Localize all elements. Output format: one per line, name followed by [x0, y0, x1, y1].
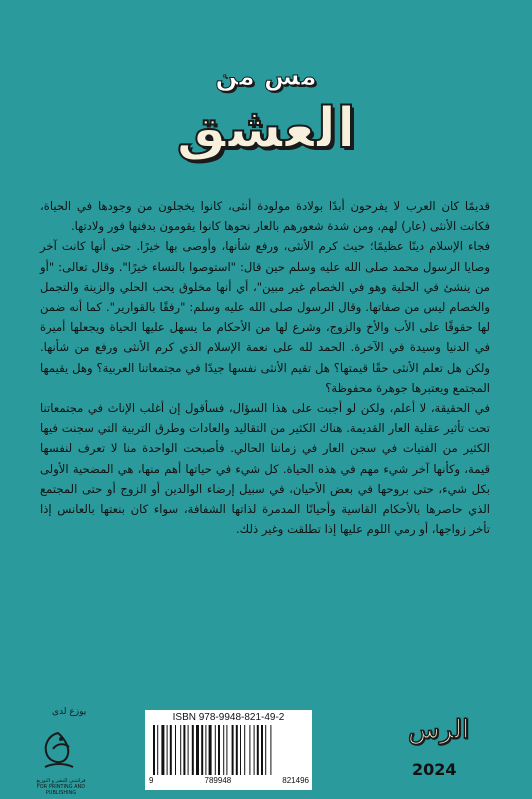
barcode-bar — [188, 725, 189, 775]
barcode-digits-last: 821496 — [282, 776, 309, 785]
barcode-bar — [205, 725, 206, 775]
publisher-name-ar: فراشتي للنشر و التوزيع — [36, 778, 86, 784]
distributed-by-label: يوزع لدى — [52, 707, 87, 717]
barcode-bar — [192, 725, 194, 775]
barcode-digit-first: 9 — [149, 776, 154, 785]
barcode-bar — [153, 725, 155, 775]
book-title: العشق — [176, 96, 356, 161]
barcode-bar — [170, 725, 172, 775]
back-cover-text — [40, 196, 490, 539]
isbn-barcode — [145, 710, 312, 790]
barcode-bar — [249, 725, 250, 775]
barcode-bar — [157, 725, 158, 775]
barcode-bar — [270, 725, 271, 775]
barcode-bar — [254, 725, 255, 775]
barcode-bar — [183, 725, 185, 775]
barcode-bar — [232, 725, 234, 775]
paragraph-2: فجاء الإسلام دينًا عظيمًا؛ حيث كرم الأنثى، ورفع شأنها، وأوصى بها خيرًا. حتى أنها كانت آخر وصايا الرسول محمد صلى الله عليه وسلم حين قال: "استوصوا بالنساء خيرًا". وقال تعالى: "أو من ينشئ في الحلية وهو في الخصام غير مبين"، أي أنها مخلوق يحب الحلي والزينة والتجمل والخصام ليس من صفاتها. وقال الرسول صلى الله عليه وسلم: "رفقًا بالقوارير". كما أنه ضمن لها حقوقًا على الأب والأخ والزوج، وشرع لها من الأحكام ما يسهل عليها الحياة ويجعلها أميرة في الدنيا وسيدة في الآخرة. الحمد لله على نعمة الإسلام الذي كرم الأنثى ورفع من شأنها. ولكن هل تعلم الأنثى حقًا قيمتها؟ هل تقيم الأنثى نفسها جيدًا في مجتمعاتنا العربية؟ وهل يقيمها المجتمع ويعتبرها جوهرة محفوظة؟ — [40, 239, 490, 395]
paragraph-1: قديمًا كان العرب لا يفرحون أبدًا بولادة مولودة أنثى، كانوا يخجلون من وجودها في الحياة، فكانت الأنثى (عار) لهم، ومن شدة شعورهم بالعار نحوها كانوا يقومون بدفنها فور ولادتها. — [40, 199, 490, 234]
barcode-bar — [236, 725, 238, 775]
barcode-bar — [244, 725, 245, 775]
publisher-name — [26, 778, 96, 796]
isbn-number: ISBN 978-9948-821-49-2 — [172, 712, 285, 723]
barcode-bar — [209, 725, 212, 775]
barcode-bar — [196, 725, 199, 775]
paragraph-3: في الحقيقة، لا أعلم، ولكن لو أجبت على هذا السؤال، فسأقول إن أغلب الإناث في مجتمعاتنا تحت تأثير عقلية العار القديمة. هناك الكثير من التقاليد والعادات وطرق التربية التي سجنت فيها الكثير من الفتيات في سجن العار في زماننا الحالي. فأصبحت الواحدة منا لا تعرف لنفسها قيمة، وكأنها آخر شيء مهم في هذه الحياة. كل شيء في حياتها أهم منها، هي المضحية الأولى بكل شيء، حتى بروحها في بعض الأحيان، في سبيل إرضاء الوالدين أو الزوج أو حتى المجتمع الذي حاصرها بالأحكام القاسية وأحيانًا المدمرة لذاتها الشفافة، سواء كان بنعتها بالعانس إذا تأخر زواجها، أو رمي اللوم عليها إذا تطلقت وغير ذلك. — [40, 401, 490, 537]
title-line-1: مس من — [215, 62, 317, 92]
barcode-bar — [161, 725, 164, 775]
publication-year: 2024 — [412, 760, 457, 779]
publisher-name-en: FOR PRINTING AND PUBLISHING — [36, 784, 86, 796]
barcode-digits — [149, 776, 309, 785]
barcode-bar — [218, 725, 220, 775]
barcode-bar — [257, 725, 259, 775]
butterfly-logo-icon — [35, 725, 81, 777]
barcode-bar — [226, 725, 227, 775]
barcode-bar — [223, 725, 224, 775]
barcode-bar — [265, 725, 266, 775]
barcode-bar — [261, 725, 263, 775]
barcode-bar — [201, 725, 203, 775]
barcode-bar — [240, 725, 241, 775]
barcode-digits-mid: 789948 — [204, 776, 232, 785]
barcode-bar — [180, 725, 181, 775]
barcode-bar — [167, 725, 168, 775]
barcode-bar — [215, 725, 216, 775]
barcode-bars — [153, 725, 305, 777]
barcode-bar — [175, 725, 176, 775]
brand-logo: الرس — [408, 715, 470, 745]
